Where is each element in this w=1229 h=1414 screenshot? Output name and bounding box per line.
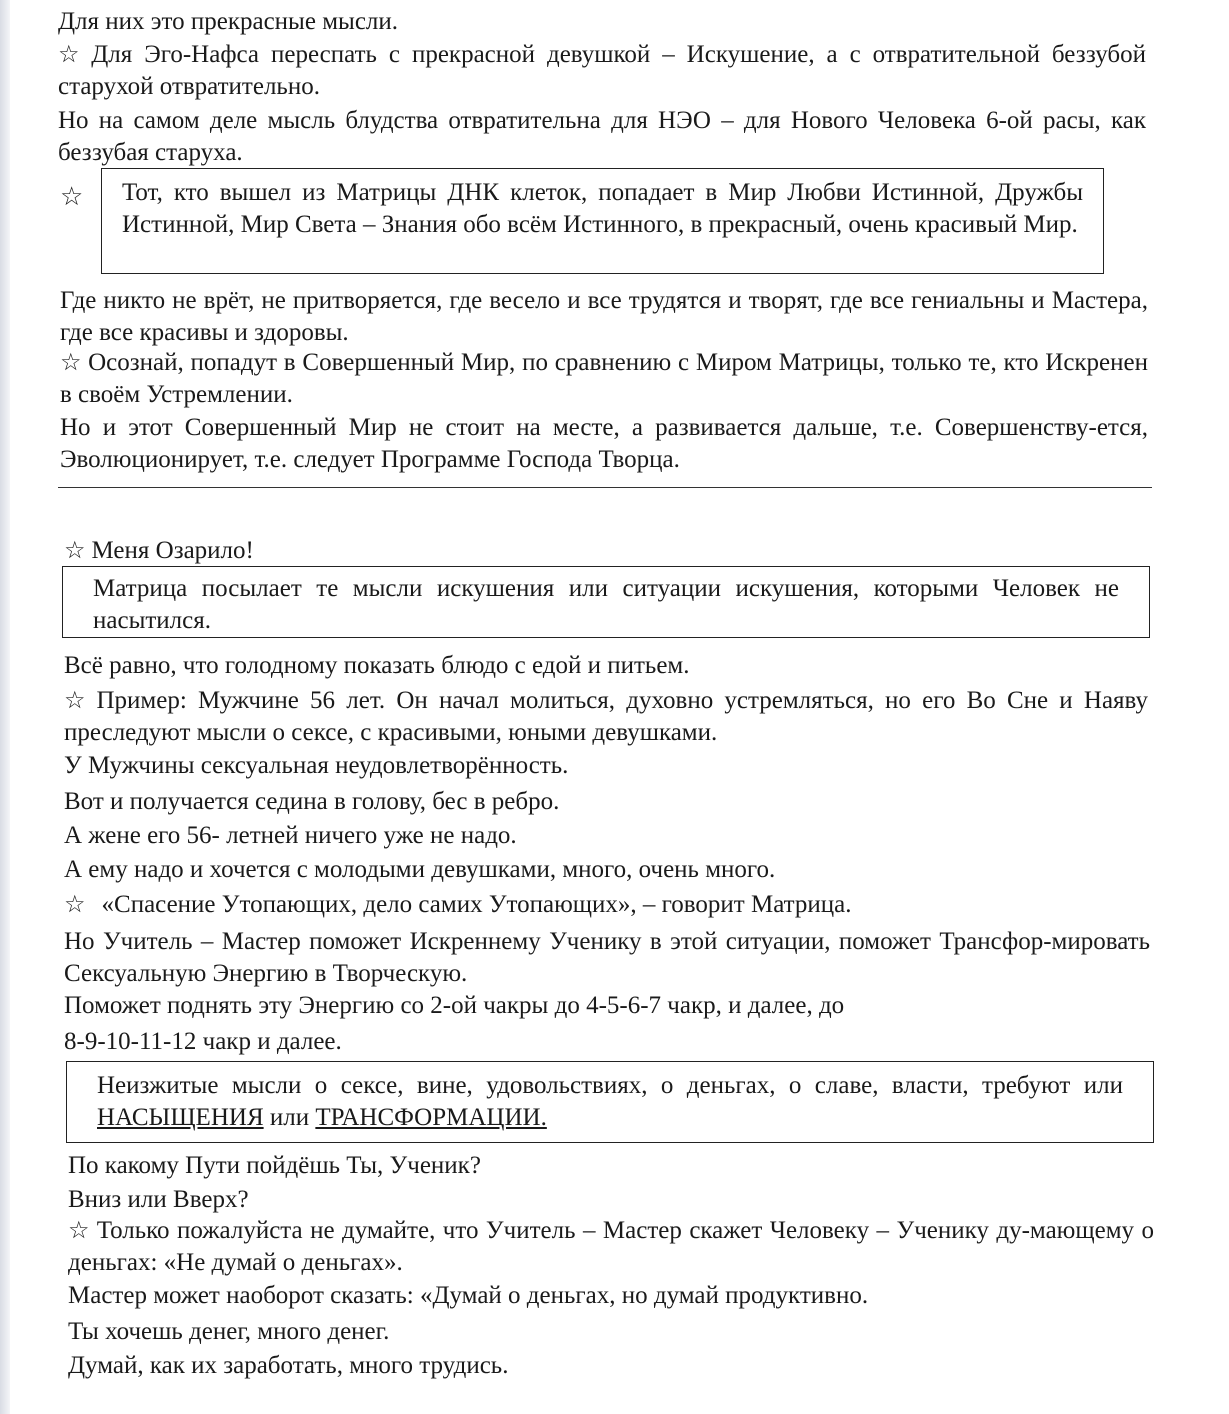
- paragraph: ☆ Пример: Мужчине 56 лет. Он начал молиться, духовно устремляться, но его Во Сне и Наяву преследуют мысли о сексе, с красивыми, юными девушками.: [64, 686, 1149, 746]
- section-divider: [58, 487, 1152, 488]
- paragraph: Но на самом деле мысль блудства отвратительна для НЭО – для Нового Человека 6-ой расы, как беззубая старуха.: [58, 107, 1146, 166]
- paragraph: 8-9-10-11-12 чакр и далее.: [64, 1028, 342, 1055]
- paragraph: Вниз или Вверх?: [68, 1186, 249, 1213]
- box-text: Матрица посылает те мысли искушения или ситуации искушения, которыми Человек не насытился.: [93, 575, 1119, 634]
- paragraph: ☆ «Спасение Утопающих, дело самих Утопающих», – говорит Матрица.: [64, 890, 852, 918]
- paragraph: Но и этот Совершенный Мир не стоит на месте, а развивается дальше, т.е. Совершенству-ется, Эволюционирует, т.е. следует Программе Господа Творца.: [60, 414, 1148, 473]
- paragraph: ☆ Только пожалуйста не думайте, что Учитель – Мастер скажет Человеку – Ученику ду-мающему о деньгах: «Не думай о деньгах».: [68, 1216, 1154, 1276]
- star-icon: ☆: [58, 40, 86, 68]
- star-icon: ☆: [60, 182, 84, 212]
- paragraph: Всё равно, что голодному показать блюдо с едой и питьем.: [64, 652, 690, 679]
- highlight-box: [66, 1061, 1154, 1143]
- paragraph: ☆ Для Эго-Нафса переспать с прекрасной девушкой – Искушение, а с отвратительной беззубой старухой отвратительно.: [58, 40, 1146, 100]
- paragraph: Для них это прекрасные мысли.: [58, 8, 399, 35]
- paragraph: У Мужчины сексуальная неудовлетворённость.: [64, 752, 569, 779]
- paragraph: Мастер может наоборот сказать: «Думай о деньгах, но думай продуктивно.: [68, 1282, 869, 1309]
- paragraph: Вот и получается седина в голову, бес в ребро.: [64, 788, 560, 815]
- highlight-box: [101, 168, 1104, 274]
- section-heading: ☆ Меня Озарило!: [64, 536, 254, 564]
- paragraph: Ты хочешь денег, много денег.: [68, 1318, 390, 1345]
- paragraph: Поможет поднять эту Энергию со 2-ой чакры до 4-5-6-7 чакр, и далее, до: [64, 992, 845, 1019]
- paragraph: Но Учитель – Мастер поможет Искреннему Ученику в этой ситуации, поможет Трансфор-мировать Сексуальную Энергию в Творческую.: [64, 928, 1150, 987]
- underlined-word: ТРАНСФОРМАЦИИ.: [315, 1104, 547, 1131]
- paragraph: А жене его 56- летней ничего уже не надо.: [64, 822, 517, 849]
- star-icon: ☆: [60, 348, 83, 376]
- star-icon: ☆: [64, 536, 86, 564]
- paragraph: Где никто не врёт, не притворяется, где весело и все трудятся и творят, где все гениальны и Мастера, где все красивы и здоровы.: [60, 287, 1148, 346]
- box-text: Неизжитые мысли о сексе, вине, удовольствиях, о деньгах, о славе, власти, требуют или НАСЫЩЕНИЯ или ТРАНСФОРМАЦИИ.: [97, 1072, 1123, 1131]
- box-text: Тот, кто вышел из Матрицы ДНК клеток, попадает в Мир Любви Истинной, Дружбы Истинной, Мир Света – Знания обо всём Истинного, в прекрасный, очень красивый Мир.: [122, 179, 1083, 238]
- star-icon: ☆: [68, 1216, 91, 1244]
- star-icon: ☆: [64, 890, 86, 918]
- underlined-word: НАСЫЩЕНИЯ: [97, 1104, 264, 1131]
- star-icon: ☆: [64, 686, 91, 714]
- highlight-box: [62, 566, 1150, 638]
- paragraph: Думай, как их заработать, много трудись.: [68, 1352, 509, 1379]
- paragraph: ☆ Осознай, попадут в Совершенный Мир, по сравнению с Миром Матрицы, только те, кто Искренен в своём Устремлении.: [60, 348, 1149, 408]
- paragraph: А ему надо и хочется с молодыми девушками, много, очень много.: [64, 856, 776, 883]
- paragraph: По какому Пути пойдёшь Ты, Ученик?: [68, 1152, 481, 1179]
